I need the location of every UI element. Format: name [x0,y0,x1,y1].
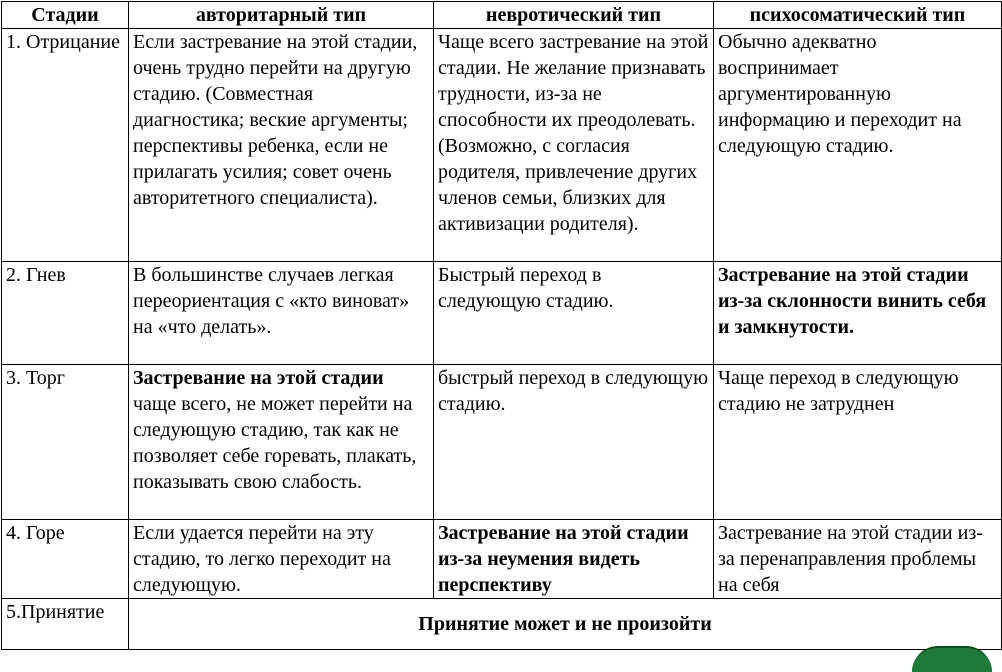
authoritarian-cell [129,365,434,520]
authoritarian-cell: Если застревание на этой стадии, очень трудно перейти на другую стадию. (Совместная диагностика; веские аргументы; перспективы ребенка, если не прилагать усилия; совет очень авторитетного специалиста). [129,29,434,262]
psychosomatic-cell: Застревание на этой стадии из-за склонности винить себя и замкнутости. [714,262,1002,365]
table-row [2,599,1002,650]
authoritarian-cell: В большинстве случаев легкая переориентация с «кто виноват» на «что делать». [129,262,434,365]
header-neurotic: невротический тип [434,2,714,29]
table-header-row [2,2,1002,29]
green-seal-decoration [912,646,992,672]
table-row [2,262,1002,365]
table-row [2,29,1002,262]
stage-cell: 5.Принятие [2,599,129,650]
neurotic-cell: Чаще всего застревание на этой стадии. Не желание признавать трудности, из-за не способности их преодолевать. (Возможно, с согласия родителя, привлечение других членов семьи, близких для активизации родителя). [434,29,714,262]
authoritarian-cell: Если удается перейти на эту стадию, то легко переходит на следующую. [129,520,434,599]
table-row [2,520,1002,599]
psychosomatic-cell: Обычно адекватно воспринимает аргументированную информацию и переходит на следующую стадию. [714,29,1002,262]
header-stages: Стадии [2,2,129,29]
stage-cell: 1. Отрицание [2,29,129,262]
authoritarian-text: чаще всего, не может перейти на следующую стадию, так как не позволяет себе горевать, плакать, показывать свою слабость. [133,393,417,493]
neurotic-cell: Быстрый переход в следующую стадию. [434,262,714,365]
neurotic-cell: быстрый переход в следующую стадию. [434,365,714,520]
merged-cell: Принятие может и не произойти [129,599,1002,650]
header-psychosomatic: психосоматический тип [714,2,1002,29]
stage-cell: 2. Гнев [2,262,129,365]
neurotic-cell: Застревание на этой стадии из-за неумения видеть перспективу [434,520,714,599]
stage-cell: 3. Торг [2,365,129,520]
table-row [2,365,1002,520]
psychosomatic-cell: Застревание на этой стадии из-за перенаправления проблемы на себя [714,520,1002,599]
psychosomatic-cell: Чаще переход в следующую стадию не затруднен [714,365,1002,520]
stage-cell: 4. Горе [2,520,129,599]
header-authoritarian: авторитарный тип [129,2,434,29]
stages-table [1,1,1002,650]
authoritarian-bold-text: Застревание на этой стадии [133,367,384,389]
